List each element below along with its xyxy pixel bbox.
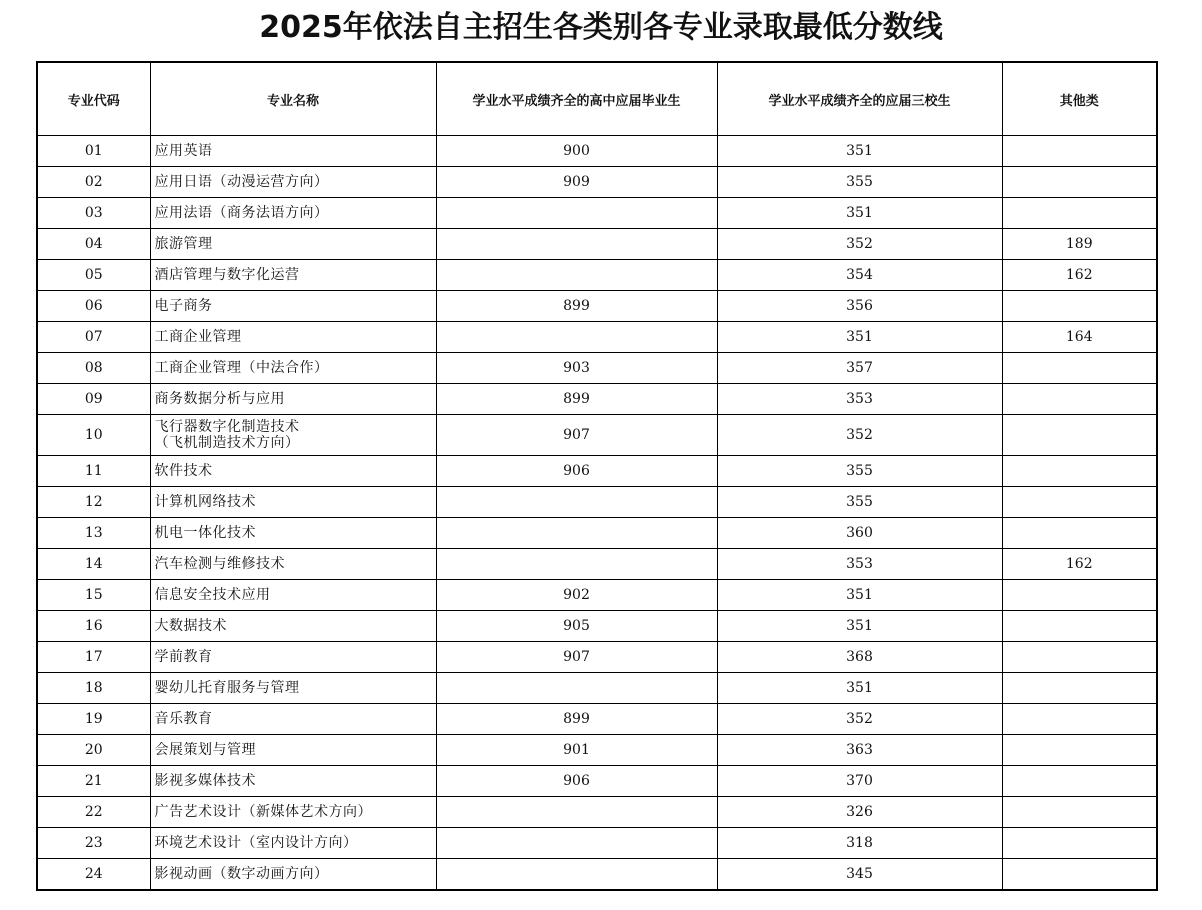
other-score-cell bbox=[1002, 167, 1157, 198]
sanxiao-score-cell: 351 bbox=[717, 580, 1002, 611]
highschool-score-cell bbox=[436, 549, 717, 580]
major-name-subline: （飞机制造技术方向） bbox=[154, 435, 300, 451]
other-score-cell bbox=[1002, 456, 1157, 487]
major-name-cell: 学前教育 bbox=[150, 642, 436, 673]
sanxiao-score-cell: 357 bbox=[717, 353, 1002, 384]
major-name-cell: 信息安全技术应用 bbox=[150, 580, 436, 611]
table-row bbox=[37, 673, 1157, 704]
table-row bbox=[37, 735, 1157, 766]
table-row bbox=[37, 859, 1157, 891]
header-sanxiao-graduates: 学业水平成绩齐全的应届三校生 bbox=[717, 62, 1002, 136]
table-row bbox=[37, 415, 1157, 456]
other-score-cell bbox=[1002, 797, 1157, 828]
other-score-cell bbox=[1002, 580, 1157, 611]
header-other-category: 其他类 bbox=[1002, 62, 1157, 136]
table-row bbox=[37, 766, 1157, 797]
other-score-cell: 162 bbox=[1002, 260, 1157, 291]
highschool-score-cell: 906 bbox=[436, 766, 717, 797]
highschool-score-cell bbox=[436, 198, 717, 229]
table-row bbox=[37, 642, 1157, 673]
sanxiao-score-cell: 351 bbox=[717, 198, 1002, 229]
other-score-cell bbox=[1002, 198, 1157, 229]
major-code-cell: 06 bbox=[37, 291, 150, 322]
major-code-cell: 12 bbox=[37, 487, 150, 518]
major-name-cell: 影视多媒体技术 bbox=[150, 766, 436, 797]
other-score-cell bbox=[1002, 415, 1157, 456]
sanxiao-score-cell: 360 bbox=[717, 518, 1002, 549]
table-row bbox=[37, 518, 1157, 549]
major-code-cell: 20 bbox=[37, 735, 150, 766]
table-row bbox=[37, 198, 1157, 229]
sanxiao-score-cell: 370 bbox=[717, 766, 1002, 797]
table-row bbox=[37, 136, 1157, 167]
other-score-cell: 162 bbox=[1002, 549, 1157, 580]
major-name-cell: 音乐教育 bbox=[150, 704, 436, 735]
sanxiao-score-cell: 354 bbox=[717, 260, 1002, 291]
other-score-cell bbox=[1002, 518, 1157, 549]
sanxiao-score-cell: 353 bbox=[717, 549, 1002, 580]
other-score-cell bbox=[1002, 611, 1157, 642]
highschool-score-cell bbox=[436, 673, 717, 704]
table-row bbox=[37, 229, 1157, 260]
table-row bbox=[37, 260, 1157, 291]
table-row bbox=[37, 456, 1157, 487]
other-score-cell: 189 bbox=[1002, 229, 1157, 260]
sanxiao-score-cell: 355 bbox=[717, 487, 1002, 518]
other-score-cell: 164 bbox=[1002, 322, 1157, 353]
major-name-cell: 酒店管理与数字化运营 bbox=[150, 260, 436, 291]
major-code-cell: 23 bbox=[37, 828, 150, 859]
highschool-score-cell: 903 bbox=[436, 353, 717, 384]
other-score-cell bbox=[1002, 673, 1157, 704]
sanxiao-score-cell: 352 bbox=[717, 229, 1002, 260]
sanxiao-score-cell: 363 bbox=[717, 735, 1002, 766]
table-row bbox=[37, 291, 1157, 322]
sanxiao-score-cell: 351 bbox=[717, 673, 1002, 704]
table-body bbox=[37, 136, 1157, 891]
highschool-score-cell: 905 bbox=[436, 611, 717, 642]
major-name-cell: 软件技术 bbox=[150, 456, 436, 487]
sanxiao-score-cell: 326 bbox=[717, 797, 1002, 828]
sanxiao-score-cell: 345 bbox=[717, 859, 1002, 891]
sanxiao-score-cell: 355 bbox=[717, 167, 1002, 198]
sanxiao-score-cell: 355 bbox=[717, 456, 1002, 487]
major-code-cell: 07 bbox=[37, 322, 150, 353]
major-name-cell: 工商企业管理 bbox=[150, 322, 436, 353]
major-code-cell: 15 bbox=[37, 580, 150, 611]
other-score-cell bbox=[1002, 828, 1157, 859]
highschool-score-cell: 900 bbox=[436, 136, 717, 167]
table-row bbox=[37, 704, 1157, 735]
highschool-score-cell bbox=[436, 260, 717, 291]
sanxiao-score-cell: 356 bbox=[717, 291, 1002, 322]
highschool-score-cell: 907 bbox=[436, 415, 717, 456]
major-name-cell: 旅游管理 bbox=[150, 229, 436, 260]
header-row bbox=[37, 62, 1157, 136]
table-row bbox=[37, 580, 1157, 611]
major-code-cell: 16 bbox=[37, 611, 150, 642]
table-row bbox=[37, 797, 1157, 828]
major-name-cell: 影视动画（数字动画方向） bbox=[150, 859, 436, 891]
major-name-cell: 汽车检测与维修技术 bbox=[150, 549, 436, 580]
page-title: 2025年依法自主招生各类别各专业录取最低分数线 bbox=[259, 10, 943, 45]
table-row bbox=[37, 167, 1157, 198]
major-code-cell: 02 bbox=[37, 167, 150, 198]
other-score-cell bbox=[1002, 859, 1157, 891]
sanxiao-score-cell: 352 bbox=[717, 415, 1002, 456]
sanxiao-score-cell: 352 bbox=[717, 704, 1002, 735]
header-highschool-graduates: 学业水平成绩齐全的高中应届毕业生 bbox=[436, 62, 717, 136]
table-header bbox=[37, 62, 1157, 136]
table-row bbox=[37, 322, 1157, 353]
highschool-score-cell bbox=[436, 518, 717, 549]
major-name-cell: 电子商务 bbox=[150, 291, 436, 322]
major-code-cell: 04 bbox=[37, 229, 150, 260]
major-code-cell: 01 bbox=[37, 136, 150, 167]
major-name-cell: 会展策划与管理 bbox=[150, 735, 436, 766]
table-row bbox=[37, 353, 1157, 384]
major-code-cell: 11 bbox=[37, 456, 150, 487]
highschool-score-cell: 899 bbox=[436, 704, 717, 735]
major-code-cell: 08 bbox=[37, 353, 150, 384]
major-code-cell: 03 bbox=[37, 198, 150, 229]
highschool-score-cell bbox=[436, 229, 717, 260]
major-name-cell: 大数据技术 bbox=[150, 611, 436, 642]
major-code-cell: 21 bbox=[37, 766, 150, 797]
sanxiao-score-cell: 353 bbox=[717, 384, 1002, 415]
major-code-cell: 19 bbox=[37, 704, 150, 735]
major-code-cell: 17 bbox=[37, 642, 150, 673]
major-name-cell: 工商企业管理（中法合作） bbox=[150, 353, 436, 384]
highschool-score-cell bbox=[436, 797, 717, 828]
major-code-cell: 09 bbox=[37, 384, 150, 415]
major-name-cell: 应用日语（动漫运营方向） bbox=[150, 167, 436, 198]
sanxiao-score-cell: 351 bbox=[717, 322, 1002, 353]
other-score-cell bbox=[1002, 136, 1157, 167]
highschool-score-cell bbox=[436, 487, 717, 518]
major-name-cell bbox=[150, 415, 436, 456]
table-row bbox=[37, 611, 1157, 642]
major-code-cell: 24 bbox=[37, 859, 150, 891]
table-row bbox=[37, 487, 1157, 518]
table-row bbox=[37, 384, 1157, 415]
highschool-score-cell bbox=[436, 828, 717, 859]
sanxiao-score-cell: 351 bbox=[717, 611, 1002, 642]
major-code-cell: 18 bbox=[37, 673, 150, 704]
major-name-cell: 广告艺术设计（新媒体艺术方向） bbox=[150, 797, 436, 828]
major-code-cell: 22 bbox=[37, 797, 150, 828]
major-name-cell: 应用英语 bbox=[150, 136, 436, 167]
major-name-cell: 环境艺术设计（室内设计方向） bbox=[150, 828, 436, 859]
highschool-score-cell: 901 bbox=[436, 735, 717, 766]
sanxiao-score-cell: 318 bbox=[717, 828, 1002, 859]
header-major-code: 专业代码 bbox=[37, 62, 150, 136]
other-score-cell bbox=[1002, 487, 1157, 518]
major-code-cell: 05 bbox=[37, 260, 150, 291]
other-score-cell bbox=[1002, 735, 1157, 766]
other-score-cell bbox=[1002, 766, 1157, 797]
admission-score-table bbox=[36, 61, 1158, 891]
header-major-name: 专业名称 bbox=[150, 62, 436, 136]
major-code-cell: 14 bbox=[37, 549, 150, 580]
other-score-cell bbox=[1002, 384, 1157, 415]
table-row bbox=[37, 828, 1157, 859]
sanxiao-score-cell: 368 bbox=[717, 642, 1002, 673]
major-code-cell: 13 bbox=[37, 518, 150, 549]
major-name-line: 飞行器数字化制造技术 bbox=[154, 419, 300, 435]
other-score-cell bbox=[1002, 642, 1157, 673]
highschool-score-cell: 902 bbox=[436, 580, 717, 611]
other-score-cell bbox=[1002, 291, 1157, 322]
highschool-score-cell bbox=[436, 322, 717, 353]
highschool-score-cell bbox=[436, 859, 717, 891]
major-name-cell: 商务数据分析与应用 bbox=[150, 384, 436, 415]
other-score-cell bbox=[1002, 704, 1157, 735]
major-name-cell: 婴幼儿托育服务与管理 bbox=[150, 673, 436, 704]
sanxiao-score-cell: 351 bbox=[717, 136, 1002, 167]
highschool-score-cell: 906 bbox=[436, 456, 717, 487]
other-score-cell bbox=[1002, 353, 1157, 384]
highschool-score-cell: 909 bbox=[436, 167, 717, 198]
highschool-score-cell: 899 bbox=[436, 291, 717, 322]
major-name-cell: 计算机网络技术 bbox=[150, 487, 436, 518]
major-name-cell: 应用法语（商务法语方向） bbox=[150, 198, 436, 229]
highschool-score-cell: 899 bbox=[436, 384, 717, 415]
highschool-score-cell: 907 bbox=[436, 642, 717, 673]
table-row bbox=[37, 549, 1157, 580]
major-code-cell: 10 bbox=[37, 415, 150, 456]
major-name-cell: 机电一体化技术 bbox=[150, 518, 436, 549]
